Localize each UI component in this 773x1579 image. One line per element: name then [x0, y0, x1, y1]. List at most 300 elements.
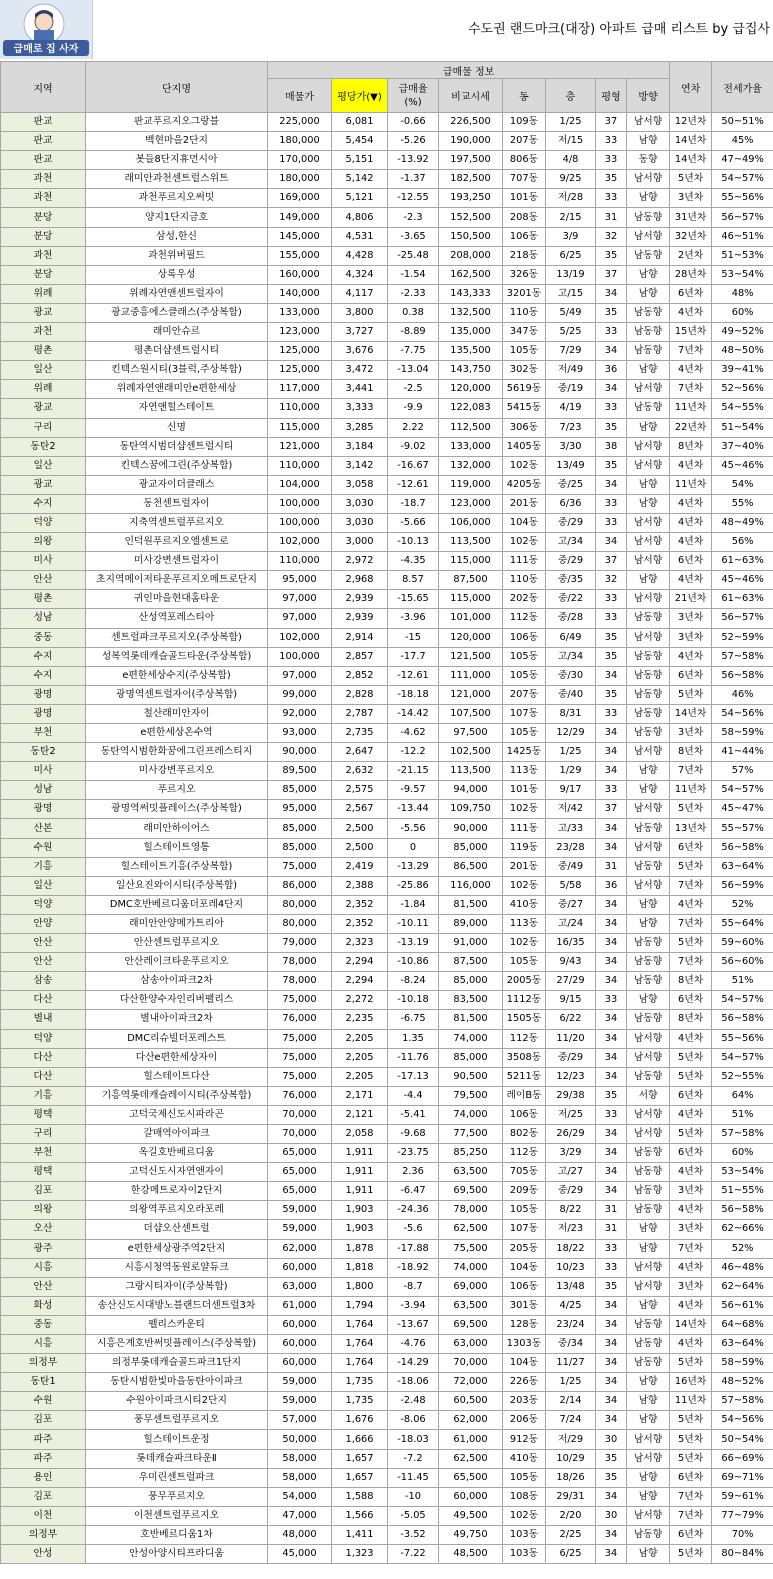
cell-per-pyeong-price: 3,676 — [332, 342, 388, 361]
table-row[interactable] — [1, 762, 773, 781]
table-row[interactable] — [1, 399, 773, 418]
cell-complex-name: 미사강변센트럴자이 — [86, 552, 268, 571]
table-row[interactable] — [1, 1201, 773, 1220]
cell-floor: 3/29 — [546, 1144, 596, 1163]
cell-drop-rate: -9.57 — [388, 781, 439, 800]
cell-per-pyeong-price: 2,171 — [332, 1086, 388, 1105]
cell-floor: 8/22 — [546, 1201, 596, 1220]
table-row[interactable] — [1, 151, 773, 170]
col-header-floor: 층 — [546, 79, 596, 113]
cell-dong: 101동 — [503, 189, 546, 208]
cell-jeonse-ratio: 41~44% — [712, 743, 773, 762]
table-row[interactable] — [1, 1124, 773, 1143]
cell-price: 225,000 — [268, 113, 332, 132]
col-header-drop-rate: 급매율 (%) — [388, 79, 439, 113]
table-row[interactable] — [1, 475, 773, 494]
cell-compare-price: 90,000 — [439, 819, 503, 838]
table-row[interactable] — [1, 1487, 773, 1506]
cell-compare-price: 113,500 — [439, 762, 503, 781]
cell-jeonse-ratio: 57~58% — [712, 1392, 773, 1411]
cell-price: 60,000 — [268, 1258, 332, 1277]
cell-building-age: 32년차 — [670, 227, 712, 246]
cell-drop-rate: -16.67 — [388, 456, 439, 475]
cell-floor: 고/24 — [546, 914, 596, 933]
cell-complex-name: 한강메트로자이2단지 — [86, 1182, 268, 1201]
table-row[interactable] — [1, 418, 773, 437]
cell-pyeong: 35 — [596, 456, 627, 475]
cell-per-pyeong-price: 2,828 — [332, 685, 388, 704]
cell-pyeong: 34 — [596, 914, 627, 933]
cell-building-age: 6년차 — [670, 838, 712, 857]
cell-complex-name: 기흥역롯데캐슬레이시티(주상복합) — [86, 1086, 268, 1105]
cell-direction: 남향 — [627, 1468, 670, 1487]
table-row[interactable] — [1, 609, 773, 628]
table-row[interactable] — [1, 1010, 773, 1029]
cell-building-age: 8년차 — [670, 743, 712, 762]
cell-jeonse-ratio: 53~54% — [712, 1163, 773, 1182]
cell-floor: 고/33 — [546, 819, 596, 838]
cell-jeonse-ratio: 50~54% — [712, 1430, 773, 1449]
col-header-per-pyeong-sort[interactable]: 평당가(▼) — [332, 79, 388, 113]
table-row[interactable] — [1, 685, 773, 704]
table-row[interactable] — [1, 227, 773, 246]
table-row[interactable] — [1, 303, 773, 322]
cell-compare-price: 63,000 — [439, 1335, 503, 1354]
cell-complex-name: 그랑시티자이(주상복합) — [86, 1277, 268, 1296]
cell-drop-rate: 8.57 — [388, 571, 439, 590]
cell-price: 85,000 — [268, 781, 332, 800]
table-row[interactable] — [1, 1392, 773, 1411]
cell-floor: 18/22 — [546, 1239, 596, 1258]
cell-pyeong: 35 — [596, 1468, 627, 1487]
cell-pyeong: 35 — [596, 628, 627, 647]
cell-jeonse-ratio: 56~57% — [712, 609, 773, 628]
cell-region: 평촌 — [1, 590, 86, 609]
table-row[interactable] — [1, 323, 773, 342]
cell-price: 100,000 — [268, 647, 332, 666]
cell-complex-name: DMC호반베르디움더포레4단지 — [86, 895, 268, 914]
cell-price: 60,000 — [268, 1315, 332, 1334]
cell-dong: 106동 — [503, 1277, 546, 1296]
table-row[interactable] — [1, 724, 773, 743]
cell-complex-name: 의왕역푸르지오라포레 — [86, 1201, 268, 1220]
table-row[interactable] — [1, 590, 773, 609]
cell-building-age: 14년차 — [670, 704, 712, 723]
cell-drop-rate: -3.96 — [388, 609, 439, 628]
cell-drop-rate: -8.7 — [388, 1277, 439, 1296]
table-row[interactable] — [1, 1144, 773, 1163]
cell-region: 의왕 — [1, 533, 86, 552]
cell-per-pyeong-price: 2,968 — [332, 571, 388, 590]
table-row[interactable] — [1, 1315, 773, 1334]
table-row[interactable] — [1, 552, 773, 571]
cell-price: 75,000 — [268, 1048, 332, 1067]
cell-pyeong: 34 — [596, 972, 627, 991]
cell-building-age: 11년차 — [670, 399, 712, 418]
cell-drop-rate: -4.35 — [388, 552, 439, 571]
cell-price: 80,000 — [268, 914, 332, 933]
table-row[interactable] — [1, 819, 773, 838]
table-row[interactable] — [1, 1335, 773, 1354]
cell-direction: 동향 — [627, 151, 670, 170]
table-row[interactable] — [1, 265, 773, 284]
cell-per-pyeong-price: 2,567 — [332, 800, 388, 819]
cell-region: 시흥 — [1, 1258, 86, 1277]
table-row[interactable] — [1, 972, 773, 991]
cell-building-age: 4년차 — [670, 494, 712, 513]
cell-floor: 9/25 — [546, 170, 596, 189]
cell-region: 분당 — [1, 227, 86, 246]
cell-floor: 중/30 — [546, 666, 596, 685]
cell-direction: 남동향 — [627, 647, 670, 666]
cell-drop-rate: -11.45 — [388, 1468, 439, 1487]
table-row[interactable] — [1, 1449, 773, 1468]
cell-drop-rate: -5.41 — [388, 1105, 439, 1124]
table-row[interactable] — [1, 1048, 773, 1067]
cell-region: 광주 — [1, 1239, 86, 1258]
col-header-region: 지역 — [1, 62, 86, 113]
cell-dong: 105동 — [503, 1201, 546, 1220]
cell-dong: 112동 — [503, 1029, 546, 1048]
cell-floor: 중/19 — [546, 380, 596, 399]
cell-region: 구리 — [1, 1124, 86, 1143]
table-row[interactable] — [1, 1163, 773, 1182]
table-row[interactable] — [1, 361, 773, 380]
table-row[interactable] — [1, 284, 773, 303]
cell-per-pyeong-price: 1,588 — [332, 1487, 388, 1506]
cell-drop-rate: -2.3 — [388, 208, 439, 227]
cell-direction: 남동향 — [627, 972, 670, 991]
table-row[interactable] — [1, 1430, 773, 1449]
cell-per-pyeong-price: 4,117 — [332, 284, 388, 303]
cell-compare-price: 150,500 — [439, 227, 503, 246]
cell-drop-rate: -12.61 — [388, 666, 439, 685]
cell-region: 광교 — [1, 303, 86, 322]
cell-complex-name: 이천센트럴푸르지오 — [86, 1506, 268, 1525]
cell-complex-name: 광명역센트럴자이(주상복합) — [86, 685, 268, 704]
cell-complex-name: 힐스테이트운정 — [86, 1430, 268, 1449]
cell-compare-price: 60,000 — [439, 1487, 503, 1506]
table-row[interactable] — [1, 513, 773, 532]
table-row[interactable] — [1, 628, 773, 647]
cell-region: 평택 — [1, 1105, 86, 1124]
cell-drop-rate: -15.65 — [388, 590, 439, 609]
cell-dong: 105동 — [503, 647, 546, 666]
cell-price: 140,000 — [268, 284, 332, 303]
cell-dong: 113동 — [503, 914, 546, 933]
cell-compare-price: 87,500 — [439, 571, 503, 590]
cell-drop-rate: -13.44 — [388, 800, 439, 819]
cell-pyeong: 34 — [596, 1392, 627, 1411]
table-row[interactable] — [1, 1239, 773, 1258]
cell-pyeong: 34 — [596, 895, 627, 914]
cell-direction: 남동향 — [627, 704, 670, 723]
table-row[interactable] — [1, 1545, 773, 1564]
table-row[interactable] — [1, 1258, 773, 1277]
cell-per-pyeong-price: 2,500 — [332, 838, 388, 857]
cell-direction: 남향 — [627, 361, 670, 380]
cell-direction: 남서향 — [627, 1258, 670, 1277]
table-row[interactable] — [1, 494, 773, 513]
cell-complex-name: 일산요진와이시티(주상복합) — [86, 876, 268, 895]
cell-region: 동탄2 — [1, 743, 86, 762]
cell-pyeong: 32 — [596, 227, 627, 246]
cell-direction: 남동향 — [627, 1010, 670, 1029]
cell-region: 수원 — [1, 1392, 86, 1411]
cell-dong: 1112동 — [503, 991, 546, 1010]
table-row[interactable] — [1, 1525, 773, 1544]
cell-direction: 남동향 — [627, 1182, 670, 1201]
cell-compare-price: 143,750 — [439, 361, 503, 380]
table-row[interactable] — [1, 1277, 773, 1296]
cell-floor: 고/34 — [546, 533, 596, 552]
table-row[interactable] — [1, 170, 773, 189]
cell-building-age: 15년차 — [670, 323, 712, 342]
table-row[interactable] — [1, 838, 773, 857]
cell-compare-price: 69,500 — [439, 1315, 503, 1334]
cell-direction: 남동향 — [627, 399, 670, 418]
cell-per-pyeong-price: 3,333 — [332, 399, 388, 418]
cell-price: 65,000 — [268, 1182, 332, 1201]
cell-jeonse-ratio: 56~59% — [712, 876, 773, 895]
cell-building-age: 3년차 — [670, 1277, 712, 1296]
table-row[interactable] — [1, 1029, 773, 1048]
table-row[interactable] — [1, 1373, 773, 1392]
table-row[interactable] — [1, 1220, 773, 1239]
cell-region: 산본 — [1, 819, 86, 838]
table-row[interactable] — [1, 1468, 773, 1487]
table-row[interactable] — [1, 914, 773, 933]
cell-price: 102,000 — [268, 628, 332, 647]
table-row[interactable] — [1, 876, 773, 895]
cell-per-pyeong-price: 1,818 — [332, 1258, 388, 1277]
cell-direction: 남서향 — [627, 1449, 670, 1468]
cell-floor: 저/28 — [546, 189, 596, 208]
cell-price: 125,000 — [268, 361, 332, 380]
cell-pyeong: 34 — [596, 762, 627, 781]
cell-direction: 남향 — [627, 284, 670, 303]
cell-jeonse-ratio: 55~64% — [712, 914, 773, 933]
cell-drop-rate: -24.36 — [388, 1201, 439, 1220]
table-row[interactable] — [1, 189, 773, 208]
cell-price: 75,000 — [268, 857, 332, 876]
cell-pyeong: 33 — [596, 991, 627, 1010]
table-row[interactable] — [1, 781, 773, 800]
cell-dong: 104동 — [503, 1354, 546, 1373]
cell-compare-price: 89,000 — [439, 914, 503, 933]
cell-complex-name: 양지1단지금호 — [86, 208, 268, 227]
cell-dong: 2005동 — [503, 972, 546, 991]
cell-building-age: 14년차 — [670, 1315, 712, 1334]
cell-compare-price: 121,000 — [439, 685, 503, 704]
table-row[interactable] — [1, 953, 773, 972]
table-row[interactable] — [1, 991, 773, 1010]
table-row[interactable] — [1, 456, 773, 475]
cell-dong: 218동 — [503, 246, 546, 265]
cell-building-age: 5년차 — [670, 1067, 712, 1086]
cell-building-age: 7년차 — [670, 342, 712, 361]
table-row[interactable] — [1, 1506, 773, 1525]
cell-drop-rate: -17.88 — [388, 1239, 439, 1258]
cell-pyeong: 34 — [596, 934, 627, 953]
group-header-listing-info: 급매물 정보 — [268, 62, 670, 79]
cell-per-pyeong-price: 2,205 — [332, 1029, 388, 1048]
cell-drop-rate: -10.11 — [388, 914, 439, 933]
table-row[interactable] — [1, 533, 773, 552]
table-row[interactable] — [1, 895, 773, 914]
cell-per-pyeong-price: 3,441 — [332, 380, 388, 399]
cell-per-pyeong-price: 6,081 — [332, 113, 388, 132]
cell-drop-rate: -2.48 — [388, 1392, 439, 1411]
cell-per-pyeong-price: 3,184 — [332, 437, 388, 456]
svg-text:급매로 집 사자: 급매로 집 사자 — [13, 44, 79, 55]
cell-per-pyeong-price: 1,666 — [332, 1430, 388, 1449]
cell-dong: 5211동 — [503, 1067, 546, 1086]
cell-jeonse-ratio: 45% — [712, 132, 773, 151]
cell-compare-price: 123,000 — [439, 494, 503, 513]
table-row[interactable] — [1, 246, 773, 265]
cell-building-age: 4년차 — [670, 513, 712, 532]
cell-direction: 남서향 — [627, 1430, 670, 1449]
table-row[interactable] — [1, 743, 773, 762]
cell-drop-rate: -12.55 — [388, 189, 439, 208]
table-row[interactable] — [1, 113, 773, 132]
cell-building-age: 21년차 — [670, 590, 712, 609]
table-row[interactable] — [1, 1296, 773, 1315]
table-row[interactable] — [1, 1411, 773, 1430]
cell-pyeong: 35 — [596, 303, 627, 322]
cell-region: 구리 — [1, 418, 86, 437]
cell-drop-rate: -12.2 — [388, 743, 439, 762]
cell-pyeong: 34 — [596, 380, 627, 399]
cell-floor: 중/40 — [546, 685, 596, 704]
table-row[interactable] — [1, 800, 773, 819]
cell-drop-rate: -4.4 — [388, 1086, 439, 1105]
cell-building-age: 5년차 — [670, 1411, 712, 1430]
cell-region: 성남 — [1, 781, 86, 800]
table-row[interactable] — [1, 1182, 773, 1201]
cell-floor: 저/23 — [546, 1220, 596, 1239]
cell-complex-name: 광교중흥에스클래스(주상복합) — [86, 303, 268, 322]
cell-complex-name: 삼성,한신 — [86, 227, 268, 246]
table-row[interactable] — [1, 666, 773, 685]
cell-region: 의정부 — [1, 1525, 86, 1544]
cell-building-age: 3년차 — [670, 189, 712, 208]
col-header-direction: 방향 — [627, 79, 670, 113]
cell-floor: 저/15 — [546, 132, 596, 151]
cell-floor: 9/17 — [546, 781, 596, 800]
cell-compare-price: 62,000 — [439, 1411, 503, 1430]
cell-compare-price: 208,000 — [439, 246, 503, 265]
cell-per-pyeong-price: 1,903 — [332, 1220, 388, 1239]
cell-drop-rate: -5.56 — [388, 819, 439, 838]
cell-pyeong: 34 — [596, 1315, 627, 1334]
cell-region: 안산 — [1, 953, 86, 972]
table-row[interactable] — [1, 132, 773, 151]
cell-drop-rate: -3.94 — [388, 1296, 439, 1315]
cell-direction: 남동향 — [627, 246, 670, 265]
table-row[interactable] — [1, 380, 773, 399]
cell-pyeong: 33 — [596, 399, 627, 418]
cell-building-age: 4년차 — [670, 1163, 712, 1182]
cell-jeonse-ratio: 52% — [712, 895, 773, 914]
table-row[interactable] — [1, 437, 773, 456]
cell-compare-price: 83,500 — [439, 991, 503, 1010]
cell-price: 95,000 — [268, 571, 332, 590]
cell-per-pyeong-price: 2,352 — [332, 914, 388, 933]
cell-jeonse-ratio: 55% — [712, 494, 773, 513]
table-row[interactable] — [1, 647, 773, 666]
cell-per-pyeong-price: 1,764 — [332, 1335, 388, 1354]
table-row[interactable] — [1, 857, 773, 876]
cell-direction: 남향 — [627, 1373, 670, 1392]
table-row[interactable] — [1, 571, 773, 590]
table-row[interactable] — [1, 208, 773, 227]
cell-region: 과천 — [1, 189, 86, 208]
cell-per-pyeong-price: 1,735 — [332, 1392, 388, 1411]
cell-dong: 206동 — [503, 1411, 546, 1430]
cell-building-age: 5년차 — [670, 685, 712, 704]
cell-pyeong: 34 — [596, 1354, 627, 1373]
table-row[interactable] — [1, 1086, 773, 1105]
cell-complex-name: 풍무푸르지오 — [86, 1487, 268, 1506]
cell-drop-rate: -23.75 — [388, 1144, 439, 1163]
cell-floor: 12/23 — [546, 1067, 596, 1086]
cell-pyeong: 36 — [596, 876, 627, 895]
cell-floor: 5/25 — [546, 323, 596, 342]
table-row[interactable] — [1, 934, 773, 953]
cell-region: 시흥 — [1, 1335, 86, 1354]
cell-compare-price: 91,000 — [439, 934, 503, 953]
table-row[interactable] — [1, 342, 773, 361]
cell-dong: 119동 — [503, 838, 546, 857]
cell-compare-price: 102,500 — [439, 743, 503, 762]
cell-floor: 중/29 — [546, 1048, 596, 1067]
col-header-jeonse-ratio: 전세가율 — [712, 62, 773, 113]
cell-floor: 3/30 — [546, 437, 596, 456]
cell-per-pyeong-price: 2,972 — [332, 552, 388, 571]
table-row[interactable] — [1, 1105, 773, 1124]
table-row[interactable] — [1, 704, 773, 723]
table-row[interactable] — [1, 1354, 773, 1373]
cell-region: 다산 — [1, 991, 86, 1010]
cell-pyeong: 34 — [596, 475, 627, 494]
cell-region: 김포 — [1, 1487, 86, 1506]
cell-direction: 남서향 — [627, 170, 670, 189]
cell-pyeong: 34 — [596, 1545, 627, 1564]
cell-floor: 10/23 — [546, 1258, 596, 1277]
table-row[interactable] — [1, 1067, 773, 1086]
cell-jeonse-ratio: 54~57% — [712, 781, 773, 800]
cell-building-age: 16년차 — [670, 1373, 712, 1392]
cell-drop-rate: -3.52 — [388, 1525, 439, 1544]
cell-dong: 410동 — [503, 1449, 546, 1468]
cell-pyeong: 35 — [596, 246, 627, 265]
cell-drop-rate: -5.66 — [388, 513, 439, 532]
cell-jeonse-ratio: 48% — [712, 284, 773, 303]
cell-floor: 1/25 — [546, 1373, 596, 1392]
cell-dong: 707동 — [503, 170, 546, 189]
cell-drop-rate: -17.7 — [388, 647, 439, 666]
cell-jeonse-ratio: 54~55% — [712, 399, 773, 418]
cell-price: 85,000 — [268, 819, 332, 838]
cell-compare-price: 69,500 — [439, 1182, 503, 1201]
cell-compare-price: 72,000 — [439, 1373, 503, 1392]
cell-dong: 106동 — [503, 1105, 546, 1124]
cell-drop-rate: -18.18 — [388, 685, 439, 704]
cell-compare-price: 49,500 — [439, 1506, 503, 1525]
cell-jeonse-ratio: 48~52% — [712, 1373, 773, 1392]
